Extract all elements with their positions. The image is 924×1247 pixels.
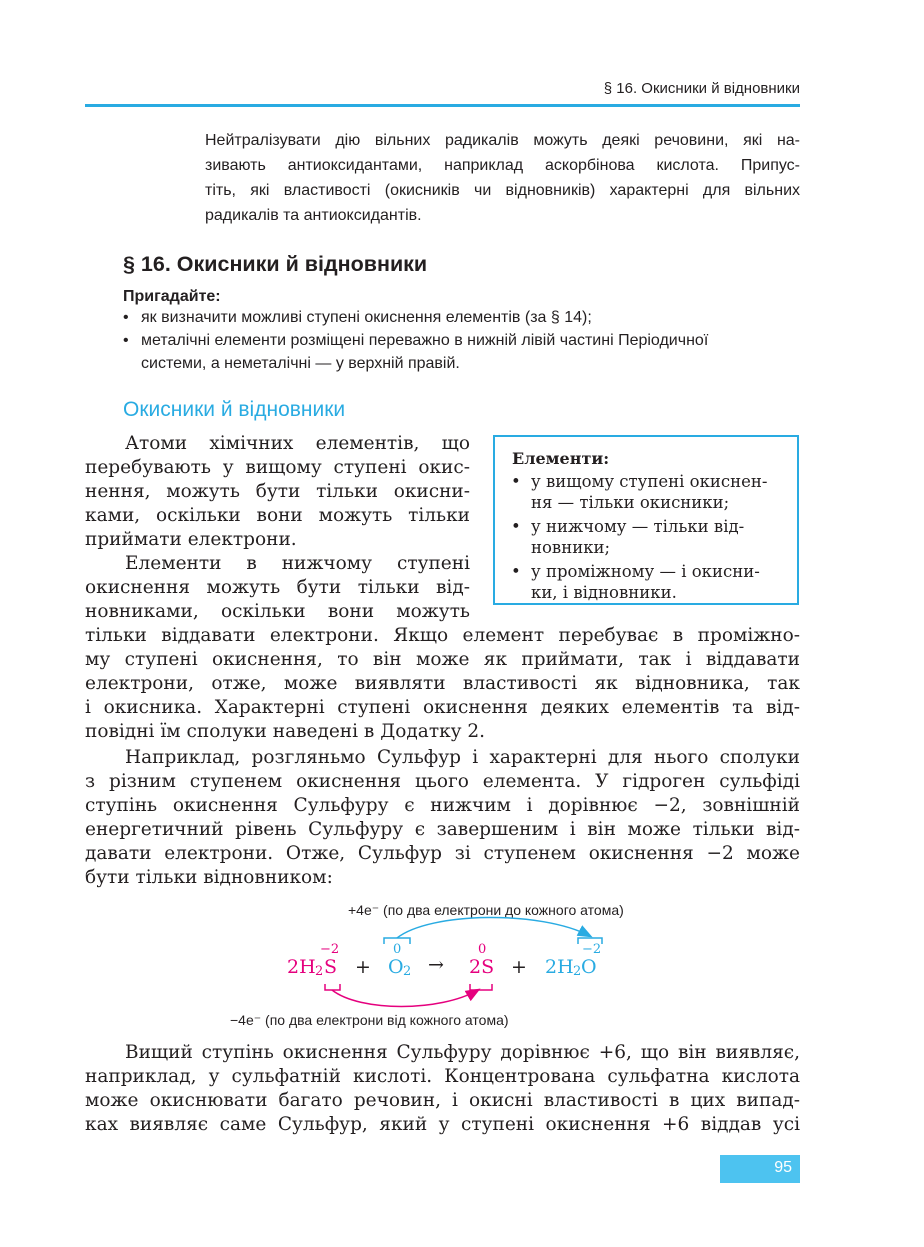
running-head: § 16. Окисники й відновники <box>603 80 800 97</box>
body-line: перебувають у вищому ступені окис- <box>85 457 470 478</box>
body-line: Атоми хімічних елементів, що <box>125 433 470 454</box>
formula-2h: 2H <box>287 956 316 978</box>
intro-line: радикалів та антиоксидантів. <box>205 207 422 224</box>
formula-subscript: 2 <box>403 964 412 979</box>
formula-o: O <box>388 956 404 978</box>
bullet-icon: • <box>511 562 521 581</box>
reaction-arrow: → <box>428 954 444 976</box>
sidebar-line: у вищому ступені окиснен- <box>531 472 768 491</box>
sidebar-line: ня — тільки окисники; <box>531 493 730 512</box>
body-line: ками, оскільки вони можуть тільки <box>85 505 470 526</box>
body-line: з різним ступенем окиснення цього елемента. У гідроген сульфіді <box>85 771 800 792</box>
body-line: тільки віддавати електрони. Якщо елемент перебуває в проміжно- <box>85 625 800 646</box>
oxidation-state-h2o: −2 <box>582 942 602 957</box>
recall-label: Пригадайте: <box>123 288 221 305</box>
sidebar-line: у нижчому — тільки від- <box>531 517 745 536</box>
section-title: § 16. Окисники й відновники <box>123 252 428 276</box>
bullet-icon: • <box>511 517 521 536</box>
sidebar-line: ки, і відновники. <box>531 583 677 602</box>
intro-line: тіть, які властивості (окисників чи відновників) характерні для вільних <box>205 182 800 199</box>
body-line: бути тільки відновником: <box>85 867 333 888</box>
body-line: електрони, отже, може виявляти властивості як відновника, так <box>85 673 800 694</box>
body-line: окиснення можуть бути тільки від- <box>85 577 470 598</box>
formula-subscript: 2 <box>573 964 582 979</box>
electron-gain-note: +4e⁻ (по два електрони до кожного атома) <box>348 902 624 918</box>
formula-subscript: 2 <box>315 964 324 979</box>
recall-item-text: як визначити можливі ступені окиснення елементів (за § 14); <box>141 309 592 326</box>
page-number-box <box>720 1155 800 1183</box>
plus-sign: + <box>511 956 527 978</box>
bullet-icon: • <box>123 309 129 326</box>
subsection-title: Окисники й відновники <box>123 398 346 421</box>
oxidation-state-h2s: −2 <box>320 942 340 957</box>
body-line: енергетичний рівень Сульфуру є завершеним і він може тільки від- <box>85 819 800 840</box>
sidebar-title: Елементи: <box>512 449 610 468</box>
plus-sign: + <box>355 956 371 978</box>
recall-item-text: системи, а неметалічні — у верхній правій. <box>141 355 460 372</box>
body-line: повідні їм сполуки наведені в Додатку 2. <box>85 721 486 742</box>
intro-line: зивають антиоксидантами, наприклад аскорбінова кислота. Припус- <box>205 157 800 174</box>
oxidation-state-s: 0 <box>478 942 487 957</box>
intro-line: Нейтралізувати дію вільних радикалів можуть деякі речовини, які на- <box>205 132 800 149</box>
body-line: Наприклад, розгляньмо Сульфур і характерні для нього сполуки <box>125 747 800 768</box>
body-line: ках виявляє саме Сульфур, який у ступені окиснення +6 віддав усі <box>85 1114 800 1135</box>
oxidation-state-o2: 0 <box>393 942 402 957</box>
sulfur-loss-arrow <box>325 984 340 990</box>
formula-2h: 2H <box>545 956 574 978</box>
formula-o: O <box>581 956 597 978</box>
formula-s: S <box>324 956 338 978</box>
body-line: му ступені окиснення, то він може як приймати, так і віддавати <box>85 649 800 670</box>
sidebar-line: у проміжному — і окисни- <box>531 562 760 581</box>
body-line: Вищий ступінь окиснення Сульфуру дорівнює +6, що він виявляє, <box>125 1042 800 1063</box>
bullet-icon: • <box>511 472 521 491</box>
formula-2s: 2S <box>469 956 495 978</box>
body-line: давати електрони. Отже, Сульфур зі ступенем окиснення −2 може <box>85 843 800 864</box>
body-line: приймати електрони. <box>85 529 297 550</box>
body-line: і окисника. Характерні ступені окиснення деяких елементів та від- <box>85 697 800 718</box>
bullet-icon: • <box>123 332 129 349</box>
body-line: може окиснювати багато речовин, і окисні властивості в цих випад- <box>85 1090 800 1111</box>
body-line: наприклад, у сульфатній кислоті. Концентрована сульфатна кислота <box>85 1066 800 1087</box>
body-line: новниками, оскільки вони можуть <box>85 601 470 622</box>
page-number: 95 <box>774 1159 792 1176</box>
body-line: нення, можуть бути тільки окисни- <box>85 481 470 502</box>
sidebar-line: новники; <box>531 538 611 557</box>
recall-item-text: металічні елементи розміщені переважно в нижній лівій частині Періодичної <box>141 332 709 349</box>
electron-loss-note: −4e⁻ (по два електрони від кожного атома) <box>230 1012 509 1028</box>
body-line: ступінь окиснення Сульфуру є нижчим і дорівнює −2, зовнішній <box>85 795 800 816</box>
body-line: Елементи в нижчому ступені <box>125 553 470 574</box>
